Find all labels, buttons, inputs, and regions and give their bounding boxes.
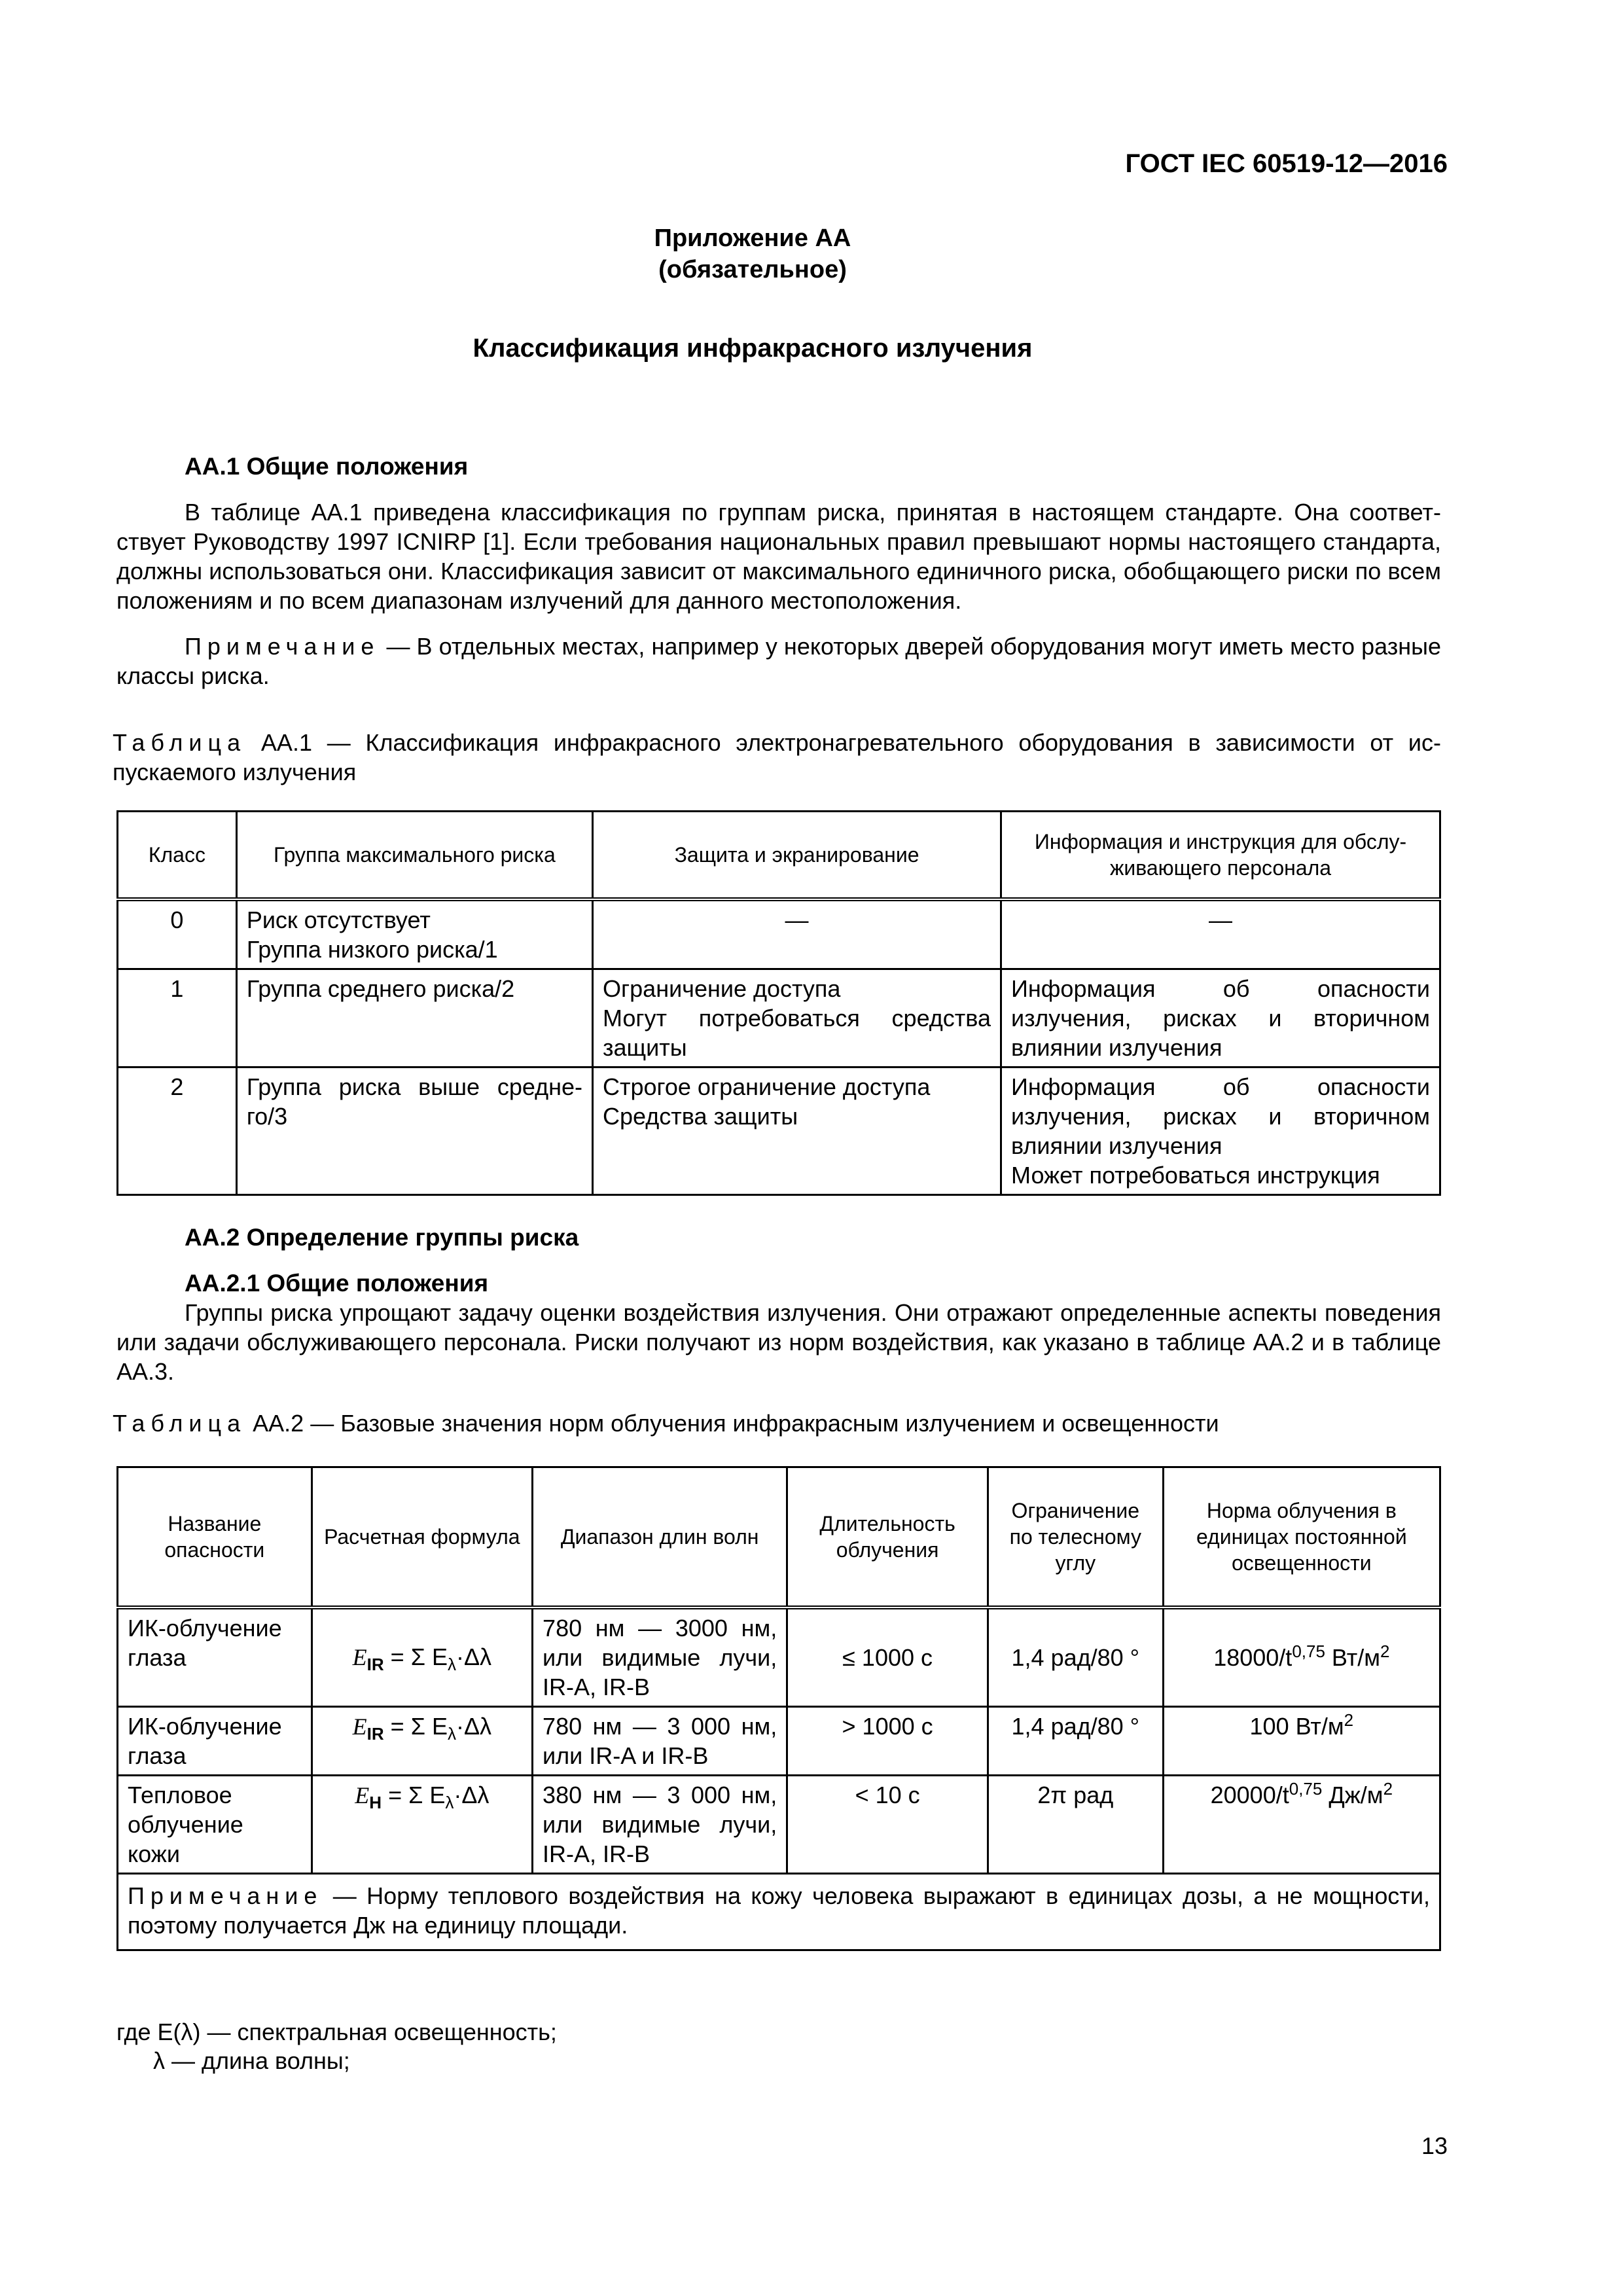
class-cell: 1: [118, 969, 237, 1067]
formula-cell: [312, 1706, 532, 1775]
solid-angle-cell: 1,4 рад/80 °: [988, 1706, 1163, 1775]
cell-line: Риск отсутствует: [246, 906, 431, 933]
main-title: Классификация инфракрасного излучения: [473, 334, 1033, 363]
table-header-row: [118, 812, 1440, 899]
wavelength-range-cell: 780 нм — 3 000 нм, или IR-A и IR-B: [533, 1706, 787, 1775]
hazard-cell: Тепловое облучение кожи: [118, 1775, 312, 1873]
note-label: Примечание: [185, 633, 380, 660]
section-aa1-note: [116, 632, 1441, 691]
table1-caption-label: Таблица: [113, 729, 247, 756]
risk-group-cell: Группа риска выше среднего/3: [236, 1067, 592, 1194]
wavelength-range-cell: 380 нм — 3 000 нм, или видимые лучи, IR-A, IR-B: [533, 1775, 787, 1873]
formula-cell: [312, 1607, 532, 1707]
protection-cell: —: [593, 899, 1001, 969]
definition-line: [153, 2046, 350, 2075]
formula-sub2: λ: [447, 1655, 456, 1675]
formula-sub: IR: [366, 1655, 384, 1675]
info-cell: [1001, 1067, 1440, 1194]
table-note-row: [118, 1873, 1440, 1950]
formula-symbol: E: [352, 1713, 367, 1740]
cell-line: Группа низкого риска/1: [246, 935, 498, 963]
norm-exponent: 0,75: [1292, 1641, 1325, 1661]
definition-text: — спектральная освещенность;: [200, 2018, 557, 2045]
norm-cell: [1163, 1607, 1440, 1707]
formula-rest: = Σ E: [383, 1712, 448, 1740]
note-text: — Норму теплового воздействия на кожу человека выражают в единицах дозы, а не мощности, поэтому получается Дж на единицу площади.: [128, 1882, 1430, 1939]
protection-cell: [593, 1067, 1001, 1194]
formula-end: ·Δλ: [455, 1712, 492, 1740]
risk-group-cell: Группа среднего риска/2: [236, 969, 592, 1067]
cell-line: Средства защиты: [603, 1102, 798, 1130]
protection-cell: [593, 969, 1001, 1067]
formula-sub: IR: [366, 1723, 384, 1744]
hazard-cell: ИК-облучение глаза: [118, 1706, 312, 1775]
appendix-heading: [0, 223, 1505, 285]
formula-end: ·Δλ: [455, 1643, 492, 1670]
formula-sub2: λ: [445, 1792, 454, 1812]
page-number: 13: [1421, 2132, 1448, 2159]
note-text: — В отдельных местах, например у некоторых дверей оборудования могут иметь место разные классы риска.: [116, 633, 1441, 689]
norm-main: 20000/t: [1210, 1781, 1289, 1808]
section-aa21-paragraph: Группы риска упрощают задачу оценки воздействия излучения. Они отражают определенные аспекты поведения или задачи обслуживающего персонала. Риски получают из норм воздействия, как указано в таблице АА.2 и в таблице АА.3.: [116, 1299, 1441, 1385]
table-header-cell: Название опасности: [118, 1467, 312, 1607]
table-header-cell: Защита и экранирование: [593, 812, 1001, 899]
formula-symbol: E: [355, 1782, 370, 1808]
formula-symbol: E: [352, 1644, 367, 1670]
cell-line: Может потребоваться инструкция: [1011, 1161, 1380, 1189]
section-aa2-heading: АА.2 Определение группы риска: [185, 1224, 579, 1251]
formula-sub: H: [369, 1792, 382, 1812]
norm-unit-exponent: 2: [1380, 1641, 1390, 1661]
formula-sub2: λ: [447, 1723, 456, 1744]
appendix-status: (обязательное): [658, 256, 847, 283]
table-header-cell: Класс: [118, 812, 237, 899]
risk-group-cell: [236, 899, 592, 969]
table2-note: [118, 1873, 1440, 1950]
section-aa1-paragraph: В таблице АА.1 приведена классификация по группам риска, принятая в настоящем стандарте. Она соответствует Руководству 1997 ICNIRP [1]. Если требования национальных правил превышают нормы настоящего стандарта, должны использоваться они. Классификация зависит от максимального единичного риска, обобщающего риски по всем положениям и по всем диапазонам излучений для данного местоположения.: [116, 499, 1441, 614]
formula-cell: [312, 1775, 532, 1873]
class-cell: 0: [118, 899, 237, 969]
formula-rest: = Σ E: [382, 1781, 446, 1808]
section-aa1-heading: АА.1 Общие положения: [185, 453, 469, 480]
cell-line: Ограничение доступа: [603, 975, 841, 1002]
norm-cell: [1163, 1775, 1440, 1873]
table-header-cell: Информация и инструкция для обслуживающего персонала: [1001, 812, 1440, 899]
table-header-cell: Группа максимального риска: [236, 812, 592, 899]
definition-term: λ: [153, 2047, 165, 2074]
section-aa21-heading: АА.2.1 Общие положения: [185, 1270, 489, 1297]
note-label: Примечание: [128, 1882, 323, 1909]
norm-cell: [1163, 1706, 1440, 1775]
norm-unit: Дж/м: [1322, 1781, 1383, 1808]
definition-text: — длина волны;: [165, 2047, 350, 2074]
norm-main: 100 Вт/м: [1249, 1712, 1344, 1740]
cell-line: Могут потребоваться средства защиты: [603, 1004, 991, 1061]
table2-caption-label: Таблица: [113, 1410, 247, 1437]
formula-rest: = Σ E: [383, 1643, 448, 1670]
table1-caption: [113, 728, 1441, 787]
table-header-cell: Диапазон длин волн: [533, 1467, 787, 1607]
table-header-cell: Длительность облучения: [787, 1467, 988, 1607]
cell-line: Информация об опасности излучения, рисках и вторичном влиянии излучения: [1011, 1073, 1430, 1159]
table-header-cell: Расчетная формула: [312, 1467, 532, 1607]
definition-line: [116, 2017, 557, 2047]
norm-unit-exponent: 2: [1383, 1778, 1393, 1799]
hazard-cell: ИК-облучение глаза: [118, 1607, 312, 1707]
risk-classification-table: [116, 810, 1441, 1196]
class-cell: 2: [118, 1067, 237, 1194]
norm-exponent: 0,75: [1289, 1778, 1323, 1799]
table-header-row: [118, 1467, 1440, 1607]
duration-cell: < 10 с: [787, 1775, 988, 1873]
table-header-cell: Норма облучения в единицах постоянной освещенности: [1163, 1467, 1440, 1607]
table-row: [118, 899, 1440, 969]
table-row: [118, 1706, 1440, 1775]
duration-cell: > 1000 с: [787, 1706, 988, 1775]
appendix-title: Приложение АА: [654, 224, 851, 252]
formula-end: ·Δλ: [454, 1781, 490, 1808]
wavelength-range-cell: 780 нм — 3000 нм, или видимые лучи, IR-A, IR-B: [533, 1607, 787, 1707]
cell-line: Строгое ограничение доступа: [603, 1073, 931, 1100]
norm-main: 18000/t: [1213, 1643, 1293, 1671]
duration-cell: ≤ 1000 с: [787, 1607, 988, 1707]
document-code: ГОСТ IEC 60519-12—2016: [1125, 149, 1448, 178]
norm-exponent: 2: [1344, 1710, 1354, 1730]
table2-caption: [113, 1408, 1441, 1438]
table-header-cell: Ограничение по телесному углу: [988, 1467, 1163, 1607]
table2-caption-text: АА.2 — Базовые значения норм облучения инфракрасным излучением и освещенности: [246, 1410, 1219, 1437]
table-row: [118, 1067, 1440, 1194]
exposure-limits-table: [116, 1466, 1441, 1951]
table-row: [118, 1775, 1440, 1873]
solid-angle-cell: 2π рад: [988, 1775, 1163, 1873]
table-row: [118, 1607, 1440, 1707]
table-row: [118, 969, 1440, 1067]
solid-angle-cell: 1,4 рад/80 °: [988, 1607, 1163, 1707]
info-cell: —: [1001, 899, 1440, 969]
definition-term: где E(λ): [116, 2018, 201, 2045]
info-cell: Информация об опасности излучения, рисках и вторичном влиянии излучения: [1001, 969, 1440, 1067]
table1-caption-text: АА.1 — Классификация инфракрасного электронагревательного оборудования в зависимости от испускаемого излучения: [113, 729, 1441, 785]
norm-unit: Вт/м: [1325, 1643, 1380, 1671]
